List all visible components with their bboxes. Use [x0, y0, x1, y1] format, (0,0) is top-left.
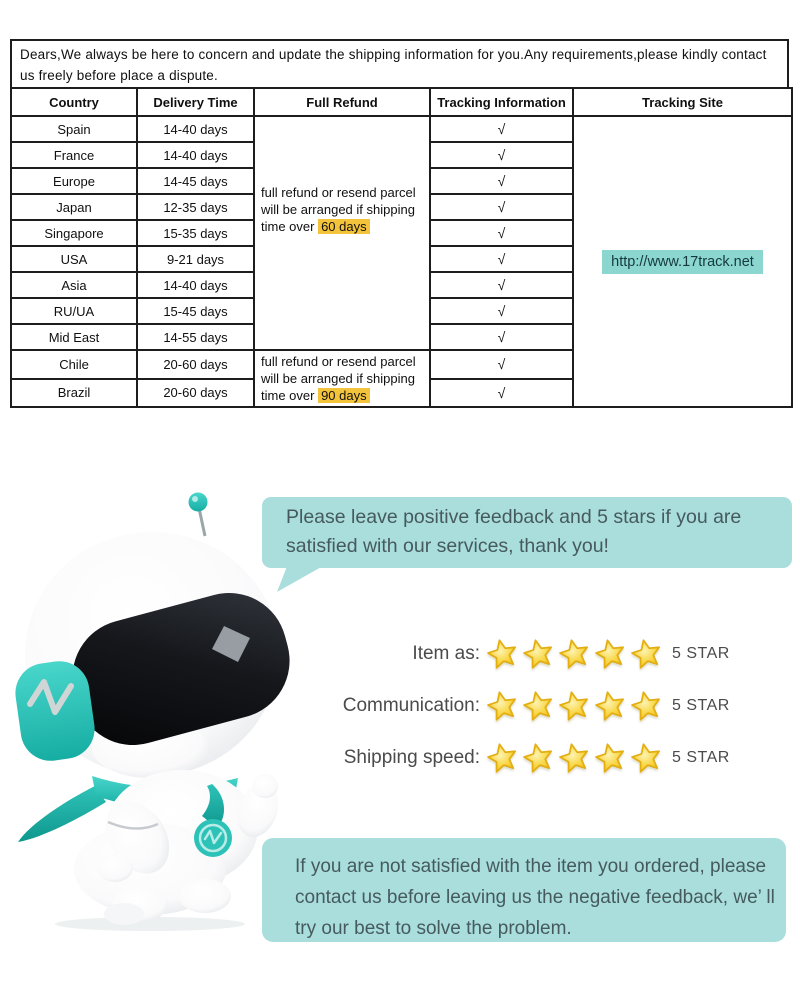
refund-days-highlight: 60 days: [318, 219, 370, 234]
cell-delivery-time: 20-60 days: [137, 379, 254, 408]
rating-stars: [486, 743, 663, 774]
rating-label: Item as:: [412, 643, 480, 664]
rating-stars: [486, 639, 663, 670]
cell-tracking-checkmark: √: [430, 168, 573, 194]
cell-delivery-time: 15-35 days: [137, 220, 254, 246]
shipping-notice-text: Dears,We always be here to concern and update the shipping information for you.Any requirements,please kindly contact us freely before place a dispute.: [10, 39, 789, 89]
cell-tracking-checkmark: √: [430, 142, 573, 168]
table-header-cell: Country: [11, 88, 137, 116]
star-icon: [594, 743, 627, 774]
star-icon: [558, 639, 591, 670]
cell-country: Spain: [11, 116, 137, 142]
rating-suffix: 5 STAR: [672, 697, 730, 714]
shipping-table-wrap: [10, 87, 791, 408]
shipping-table-body: [11, 116, 792, 407]
robot-mascot: [0, 486, 300, 936]
cell-delivery-time: 15-45 days: [137, 298, 254, 324]
table-header-cell: Full Refund: [254, 88, 430, 116]
shipping-table-header-row: [11, 88, 792, 116]
cell-tracking-checkmark: √: [430, 246, 573, 272]
star-icon: [558, 691, 591, 722]
star-icon: [486, 743, 519, 774]
cell-tracking-checkmark: √: [430, 324, 573, 350]
cell-tracking-site: [573, 116, 792, 407]
cell-full-refund: [254, 350, 430, 407]
cell-country: Mid East: [11, 324, 137, 350]
rating-row: [300, 740, 780, 776]
cell-delivery-time: 9-21 days: [137, 246, 254, 272]
cell-delivery-time: 14-40 days: [137, 116, 254, 142]
star-icon: [486, 639, 519, 670]
cell-tracking-checkmark: √: [430, 116, 573, 142]
rating-label: Communication:: [342, 695, 480, 716]
cell-delivery-time: 14-40 days: [137, 272, 254, 298]
table-header-cell: Delivery Time: [137, 88, 254, 116]
cell-delivery-time: 12-35 days: [137, 194, 254, 220]
cell-tracking-checkmark: √: [430, 379, 573, 408]
rating-label: Shipping speed:: [343, 747, 480, 768]
star-icon: [486, 691, 519, 722]
cell-delivery-time: 20-60 days: [137, 350, 254, 379]
rating-stars: [486, 691, 663, 722]
star-icon: [522, 639, 555, 670]
shipping-table: [10, 87, 793, 408]
rating-row: [300, 688, 780, 724]
star-icon: [630, 691, 663, 722]
feedback-speech-bubble: Please leave positive feedback and 5 stars if you are satisfied with our services, thank you!: [262, 497, 792, 568]
cell-country: Europe: [11, 168, 137, 194]
star-icon: [558, 743, 591, 774]
cell-tracking-checkmark: √: [430, 298, 573, 324]
tracking-site-link[interactable]: http://www.17track.net: [602, 250, 763, 274]
refund-note-text: full refund or resend parcel will be arranged if shipping time over: [261, 184, 416, 234]
cell-country: Chile: [11, 350, 137, 379]
cell-country: Singapore: [11, 220, 137, 246]
cell-tracking-checkmark: √: [430, 220, 573, 246]
cell-country: Asia: [11, 272, 137, 298]
cell-tracking-checkmark: √: [430, 194, 573, 220]
ratings-block: [300, 636, 780, 792]
rating-suffix: 5 STAR: [672, 645, 730, 662]
cell-country: Brazil: [11, 379, 137, 408]
cell-tracking-checkmark: √: [430, 350, 573, 379]
contact-before-negative-bubble: If you are not satisfied with the item you ordered, please contact us before leaving us the negative feedback, we’ ll try our best to solve the problem.: [262, 838, 786, 942]
table-header-cell: Tracking Site: [573, 88, 792, 116]
cell-country: France: [11, 142, 137, 168]
cell-delivery-time: 14-55 days: [137, 324, 254, 350]
star-icon: [630, 639, 663, 670]
table-header-cell: Tracking Information: [430, 88, 573, 116]
cell-country: Japan: [11, 194, 137, 220]
cell-delivery-time: 14-45 days: [137, 168, 254, 194]
cell-country: USA: [11, 246, 137, 272]
cell-country: RU/UA: [11, 298, 137, 324]
rating-suffix: 5 STAR: [672, 749, 730, 766]
star-icon: [522, 691, 555, 722]
refund-note-text: full refund or resend parcel will be arranged if shipping time over: [261, 354, 416, 403]
table-row: [11, 116, 792, 142]
star-icon: [594, 639, 627, 670]
star-icon: [594, 691, 627, 722]
star-icon: [522, 743, 555, 774]
refund-days-highlight: 90 days: [318, 388, 370, 403]
star-icon: [630, 743, 663, 774]
cell-delivery-time: 14-40 days: [137, 142, 254, 168]
rating-row: [300, 636, 780, 672]
cell-tracking-checkmark: √: [430, 272, 573, 298]
cell-full-refund: [254, 116, 430, 350]
